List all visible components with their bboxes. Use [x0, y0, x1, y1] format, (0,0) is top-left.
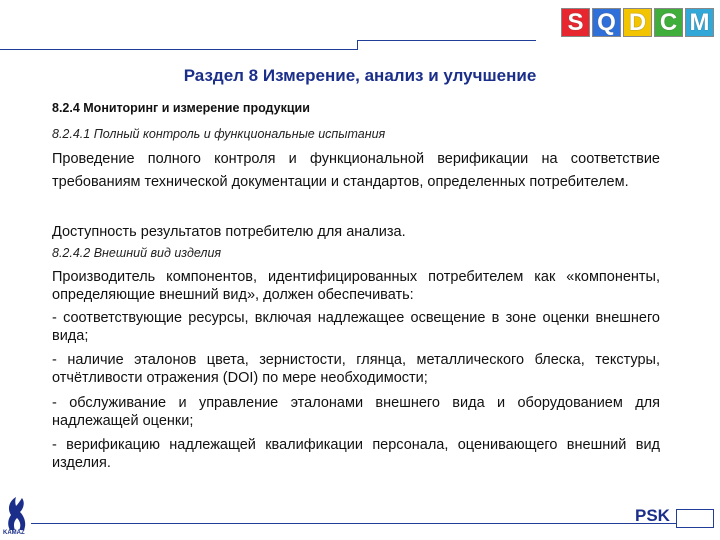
bullet-resources: - соответствующие ресурсы, включая надлежащее освещение в зоне оценки внешнего вида;	[52, 310, 660, 344]
psk-logo: PSK	[635, 506, 670, 525]
kamaz-label: KAMAZ	[3, 530, 25, 536]
section-heading-8-2-4: 8.2.4 Мониторинг и измерение продукции	[52, 101, 310, 115]
sqdcm-logo	[561, 8, 714, 37]
logo-tile-s: S	[561, 8, 590, 37]
header-rule-left	[0, 49, 358, 50]
footer-rule	[31, 523, 676, 524]
section-heading-8-2-4-1: 8.2.4.1 Полный контроль и функциональные испытания	[52, 127, 386, 141]
logo-tile-m: M	[685, 8, 714, 37]
paragraph-manufacturer: Производитель компонентов, идентифицированных потребителем как «компоненты, определяющие внешний вид», должен обеспечивать:	[52, 269, 660, 303]
page-title: Раздел 8 Измерение, анализ и улучшение	[183, 66, 537, 85]
paragraph-full-control: Проведение полного контроля и функциональной верификации на соответствие требованиям технической документации и стандартов, определенных потребителем.	[52, 151, 660, 190]
logo-tile-c: C	[654, 8, 683, 37]
psk-frame	[676, 509, 714, 528]
header-rule-right	[358, 40, 536, 41]
bullet-standards: - наличие эталонов цвета, зернистости, глянца, металлического блеска, текстуры, отчётливости отражения (DOI) по мере необходимости;	[52, 352, 660, 386]
header-rule-step	[357, 40, 358, 50]
logo-tile-q: Q	[592, 8, 621, 37]
bullet-maintenance: - обслуживание и управление эталонами внешнего вида и оборудованием для надлежащей оценки;	[52, 395, 660, 429]
bullet-verification: - верификацию надлежащей квалификации персонала, оценивающего внешний вид изделия.	[52, 437, 660, 471]
section-heading-8-2-4-2: 8.2.4.2 Внешний вид изделия	[52, 246, 222, 260]
kamaz-horse-icon	[3, 495, 29, 535]
paragraph-availability: Доступность результатов потребителю для анализа.	[52, 224, 406, 240]
logo-tile-d: D	[623, 8, 652, 37]
